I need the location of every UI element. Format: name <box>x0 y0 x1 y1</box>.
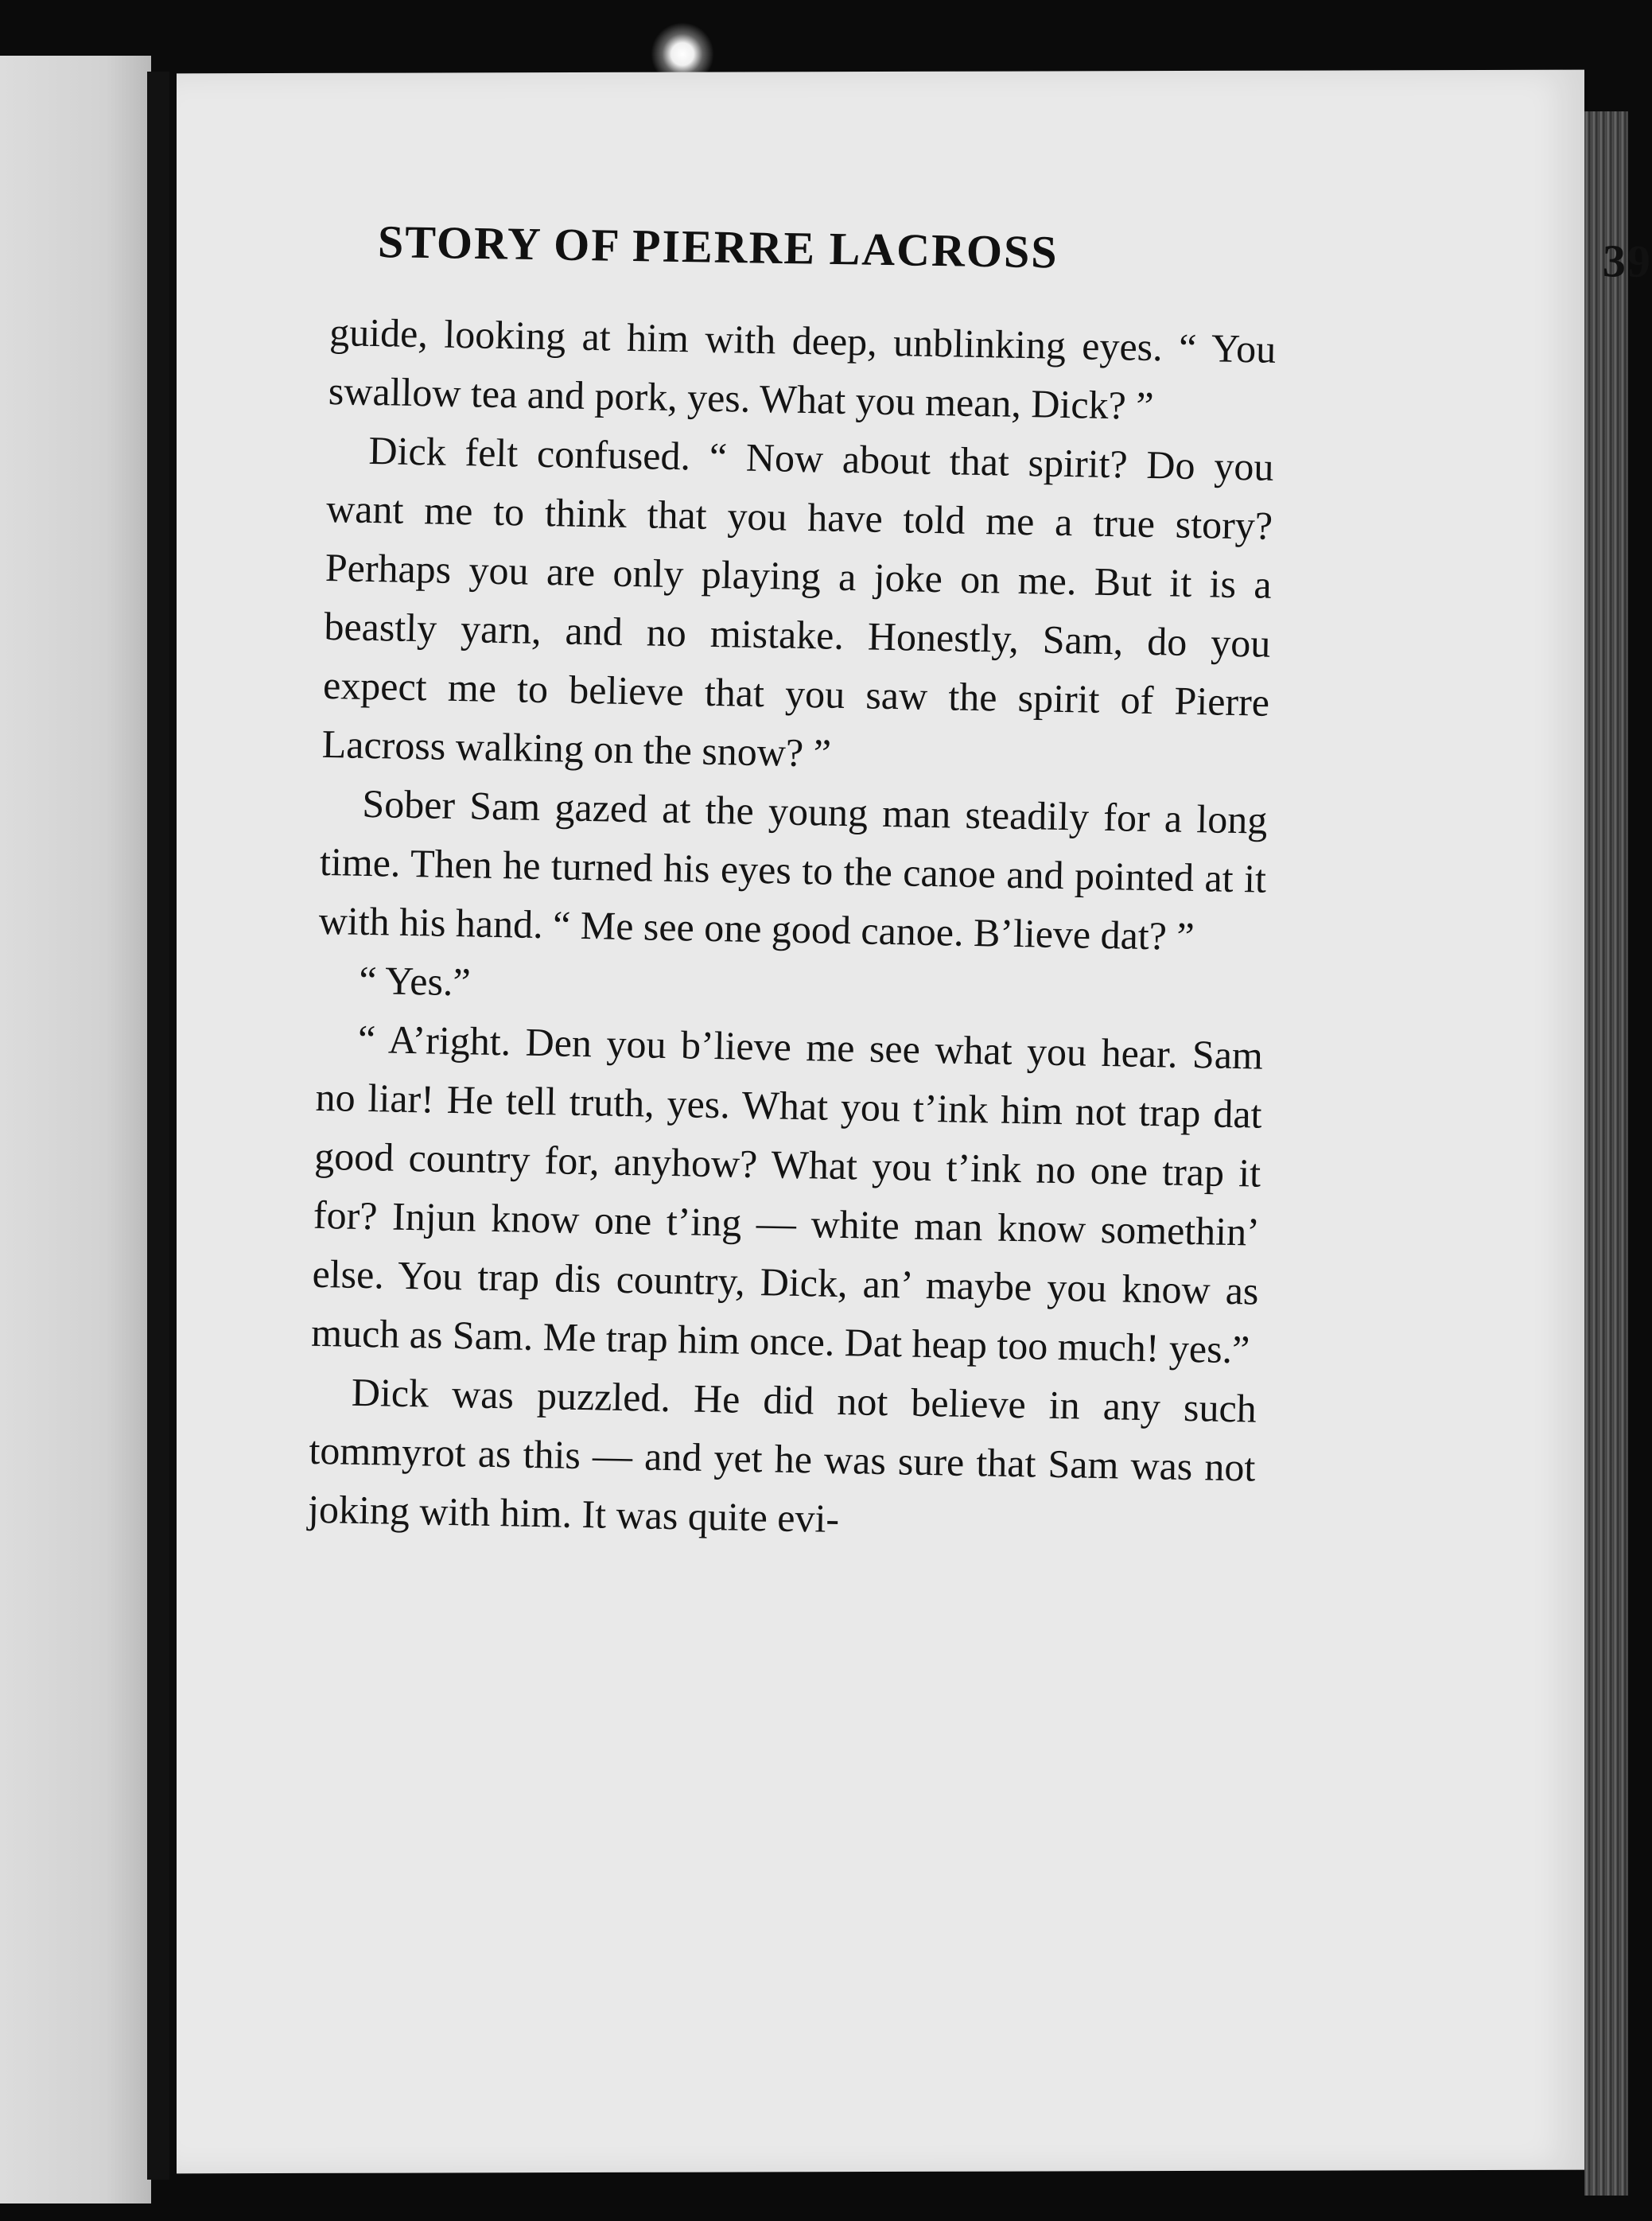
paragraph: Sober Sam gazed at the young man steadily for a long time. Then he turned his eyes to the canoe and pointed at it with his hand. “ Me see one good canoe. B’lieve dat? ” <box>318 780 1268 959</box>
paragraph: Dick felt confused. “ Now about that spirit? Do you want me to think that you have told me a true story? Perhaps you are only playing a joke on me. But it is a beastly yarn, and no mistake. Honestly, Sam, do you expect me to believe that you saw the spirit of Pierre Lacross walking on the snow? ” <box>321 427 1274 776</box>
paragraph: Dick was puzzled. He did not believe in any such tommyrot as this — and yet he was sure that Sam was not joking with him. It was quite evi- <box>307 1369 1257 1541</box>
page-number: 39 <box>1602 235 1652 288</box>
book-gutter <box>147 72 169 2180</box>
body-text <box>308 302 1277 1556</box>
paragraph: “ Yes.” <box>358 957 472 1005</box>
facing-page <box>0 56 151 2203</box>
paragraph: “ A’right. Den you b’lieve me see what you hear. Sam no liar! He tell truth, yes. What you t’ink him not trap dat good country for, anyhow? What you t’ink no one trap it for? Injun know one t’ing — white man know somethin’ else. You trap dis country, Dick, an’ maybe you know as much as Sam. Me trap him once. Dat heap too much! yes.” <box>310 1016 1264 1372</box>
paragraph-continuation: guide, looking at him with deep, unblinking eyes. “ You swallow tea and pork, yes. What you mean, Dick? ” <box>328 309 1277 428</box>
running-title: STORY OF PIERRE LACROSS <box>377 216 1059 278</box>
page-edges <box>1584 111 1628 2196</box>
